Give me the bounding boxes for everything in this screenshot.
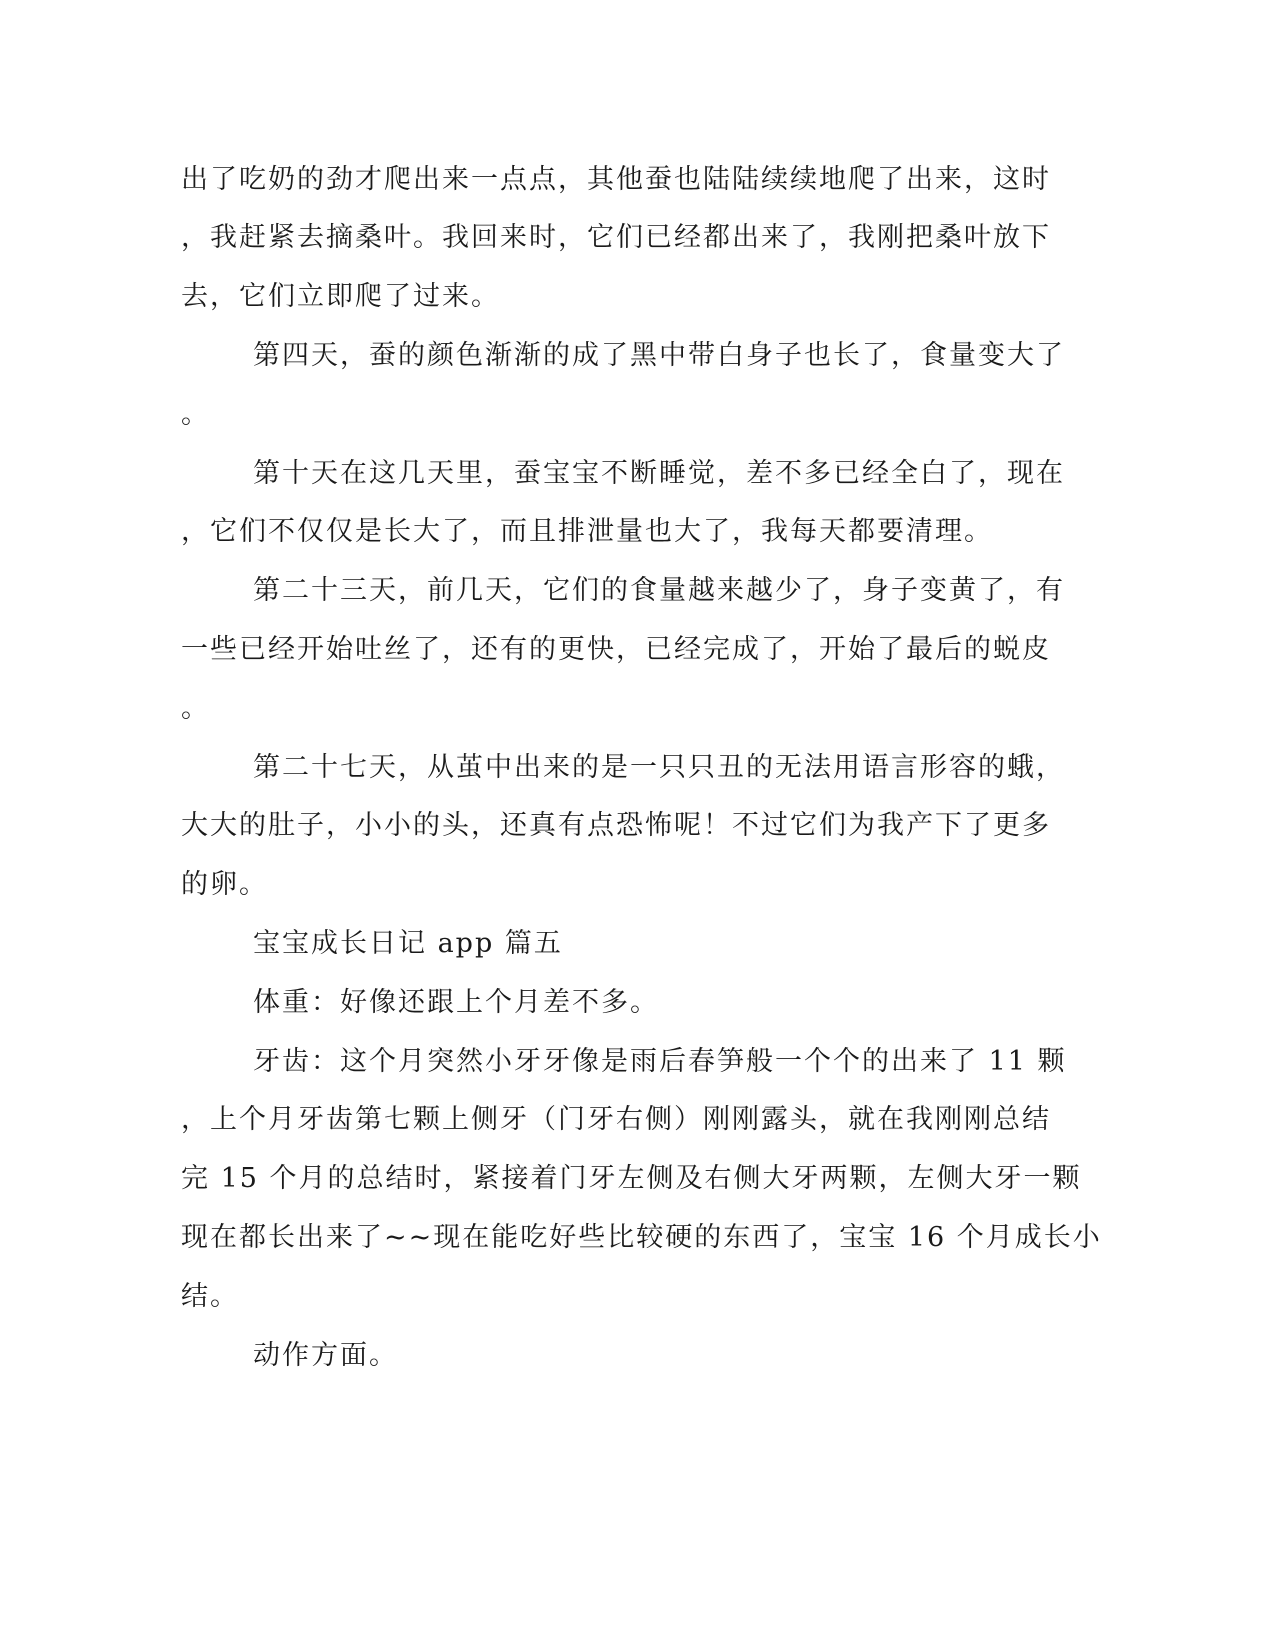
section-heading: 宝宝成长日记 app 篇五 bbox=[253, 928, 563, 959]
paragraph-start: 第十天在这几天里，蚕宝宝不断睡觉，差不多已经全白了，现在 bbox=[253, 458, 1065, 489]
text-line: 大大的肚子，小小的头，还真有点恐怖呢！不过它们为我产下了更多 bbox=[181, 810, 1051, 841]
paragraph-start: 第二十三天，前几天，它们的食量越来越少了，身子变黄了，有 bbox=[253, 575, 1065, 606]
text-line: ，上个月牙齿第七颗上侧牙（门牙右侧）刚刚露头，就在我刚刚总结 bbox=[181, 1104, 1051, 1135]
paragraph-start: 第四天，蚕的颜色渐渐的成了黑中带白身子也长了，食量变大了 bbox=[253, 340, 1065, 371]
text-line: 现在都长出来了~~现在能吃好些比较硬的东西了，宝宝 16 个月成长小 bbox=[181, 1222, 1102, 1253]
text-line: 。 bbox=[181, 693, 210, 724]
text-line: 完 15 个月的总结时，紧接着门牙左侧及右侧大牙两颗，左侧大牙一颗 bbox=[181, 1163, 1082, 1194]
text-line: ，它们不仅仅是长大了，而且排泄量也大了，我每天都要清理。 bbox=[181, 516, 993, 547]
text-line: 结。 bbox=[181, 1281, 239, 1312]
text-line: 去，它们立即爬了过来。 bbox=[181, 281, 500, 312]
paragraph-start: 牙齿：这个月突然小牙牙像是雨后春笋般一个个的出来了 11 颗 bbox=[253, 1046, 1067, 1077]
paragraph-start: 动作方面。 bbox=[253, 1340, 398, 1371]
paragraph-start: 体重：好像还跟上个月差不多。 bbox=[253, 987, 659, 1018]
text-line: 一些已经开始吐丝了，还有的更快，已经完成了，开始了最后的蜕皮 bbox=[181, 634, 1051, 665]
text-line: 的卵。 bbox=[181, 869, 268, 900]
text-line: 。 bbox=[181, 399, 210, 430]
paragraph-start: 第二十七天，从茧中出来的是一只只丑的无法用语言形容的蛾， bbox=[253, 752, 1065, 783]
text-line: 出了吃奶的劲才爬出来一点点，其他蚕也陆陆续续地爬了出来，这时 bbox=[181, 164, 1051, 195]
text-line: ，我赶紧去摘桑叶。我回来时，它们已经都出来了，我刚把桑叶放下 bbox=[181, 222, 1051, 253]
